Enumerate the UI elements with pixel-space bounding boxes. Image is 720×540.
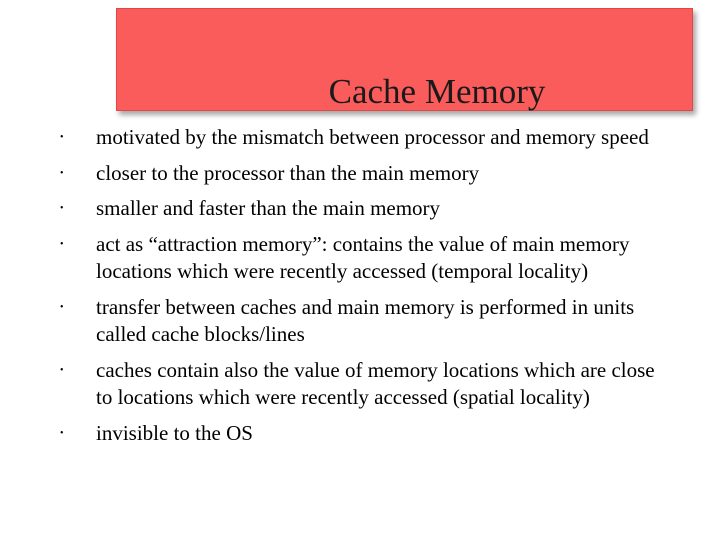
bullet-item <box>60 195 660 223</box>
bullet-item <box>60 294 660 349</box>
bullet-text: motivated by the mismatch between processor and memory speed <box>96 125 649 149</box>
bullet-text: invisible to the OS <box>96 420 253 445</box>
bullet-icon: • <box>60 167 64 179</box>
bullet-text: act as “attraction memory”: contains the value of main memory locations which were recently accessed (temporal locality) <box>96 231 630 283</box>
title-banner <box>116 8 693 111</box>
bullet-item <box>60 231 660 286</box>
bullet-text: caches contain also the value of memory locations which are close to locations which were recently accessed (spatial locality) <box>96 357 655 409</box>
bullet-item <box>60 160 660 188</box>
slide-title: Cache Memory <box>328 72 546 111</box>
bullet-icon: • <box>60 301 64 313</box>
bullet-item <box>60 124 660 152</box>
bullet-icon: • <box>60 132 64 143</box>
bullet-text: smaller and faster than the main memory <box>96 196 441 220</box>
bullet-icon: • <box>60 427 64 439</box>
bullet-text: closer to the processor than the main memory <box>96 160 480 185</box>
bullet-icon: • <box>60 364 64 376</box>
bullet-icon: • <box>60 238 64 250</box>
bullet-text: transfer between caches and main memory is performed in units called cache blocks/lines <box>96 294 635 346</box>
bullet-item <box>60 357 660 412</box>
bullet-item <box>60 420 660 448</box>
bullet-icon: • <box>60 203 64 214</box>
bullet-list <box>60 124 660 455</box>
